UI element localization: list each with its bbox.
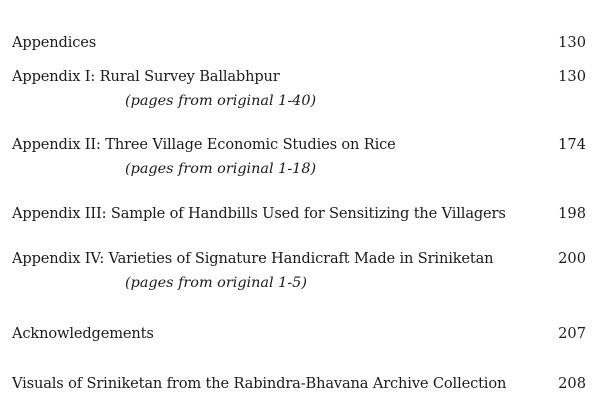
toc-entry-appendix-2-subtitle: (pages from original 1-18) (125, 161, 317, 177)
toc-entry-appendix-4-page: 200 (558, 250, 586, 267)
toc-entry-appendix-2-title: Appendix II: Three Village Economic Studies on Rice (12, 136, 396, 153)
toc-entry-appendix-1-subtitle: (pages from original 1-40) (125, 93, 317, 109)
toc-entry-visuals-page: 208 (558, 375, 586, 392)
toc-entry-appendices-title: Appendices (12, 34, 97, 51)
toc-entry-appendix-1-page: 130 (558, 68, 586, 85)
toc-entry-acknowledgements-page: 207 (558, 325, 586, 342)
toc-entry-appendix-3-page: 198 (558, 205, 586, 222)
toc-entry-appendix-1-title: Appendix I: Rural Survey Ballabhpur (12, 68, 280, 85)
toc-entry-appendices-page: 130 (558, 34, 586, 51)
toc-entry-visuals-title: Visuals of Sriniketan from the Rabindra-Bhavana Archive Collection (12, 375, 507, 392)
toc-entry-appendix-2-page: 174 (558, 136, 586, 153)
toc-entry-appendix-4-title: Appendix IV: Varieties of Signature Handicraft Made in Sriniketan (12, 250, 494, 267)
toc-entry-appendix-3-title: Appendix III: Sample of Handbills Used for Sensitizing the Villagers (12, 205, 506, 222)
toc-entry-acknowledgements-title: Acknowledgements (12, 325, 154, 342)
toc-entry-appendix-4-subtitle: (pages from original 1-5) (125, 275, 307, 291)
